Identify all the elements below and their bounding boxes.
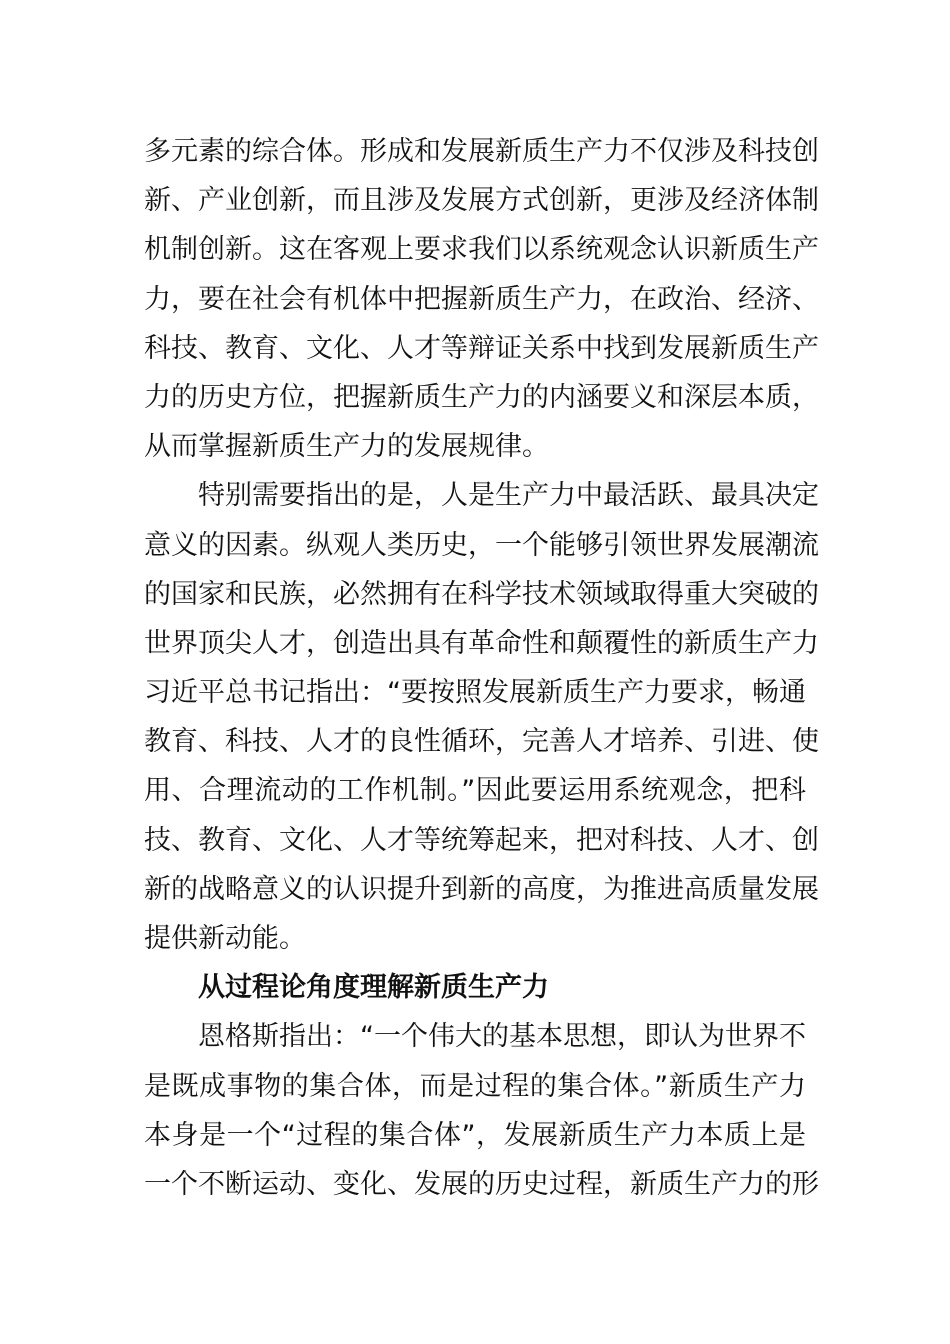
text-line: 力的历史方位，把握新质生产力的内涵要义和深层本质， <box>144 381 819 413</box>
text-line: 习近平总书记指出：“要按照发展新质生产力要求，畅通 <box>144 677 806 709</box>
text-line: 世界顶尖人才，创造出具有革命性和颠覆性的新质生产力 <box>144 627 819 659</box>
text-line: 力，要在社会有机体中把握新质生产力，在政治、经济、 <box>144 283 819 315</box>
text-line: 的国家和民族，必然拥有在科学技术领域取得重大突破的 <box>144 578 819 610</box>
text-line: 机制创新。这在客观上要求我们以系统观念认识新质生产 <box>144 234 819 266</box>
text-line: 本身是一个“过程的集合体”，发展新质生产力本质上是 <box>144 1119 806 1151</box>
text-line: 用、合理流动的工作机制。”因此要运用系统观念，把科 <box>144 775 806 807</box>
paragraph-first-line: 特别需要指出的是，人是生产力中最活跃、最具决定 <box>198 480 819 512</box>
text-line: 一个不断运动、变化、发展的历史过程，新质生产力的形 <box>144 1168 819 1200</box>
text-line: 意义的因素。纵观人类历史，一个能够引领世界发展潮流 <box>144 529 819 561</box>
text-line: 技、教育、文化、人才等统筹起来，把对科技、人才、创 <box>144 824 819 856</box>
section-heading: 从过程论角度理解新质生产力 <box>198 972 549 1004</box>
text-line: 教育、科技、人才的良性循环，完善人才培养、引进、使 <box>144 726 819 758</box>
text-line: 提供新动能。 <box>144 923 306 954</box>
text-line: 从而掌握新质生产力的发展规律。 <box>144 431 549 463</box>
text-line: 新的战略意义的认识提升到新的高度，为推进高质量发展 <box>144 873 819 905</box>
text-line: 科技、教育、文化、人才等辩证关系中找到发展新质生产 <box>144 332 819 364</box>
text-line: 是既成事物的集合体，而是过程的集合体。”新质生产力 <box>144 1070 806 1102</box>
text-line: 新、产业创新，而且涉及发展方式创新，更涉及经济体制 <box>144 185 819 217</box>
paragraph-first-line: 恩格斯指出：“一个伟大的基本思想，即认为世界不 <box>198 1021 806 1053</box>
text-line: 多元素的综合体。形成和发展新质生产力不仅涉及科技创 <box>144 136 819 167</box>
document-body <box>144 127 819 1209</box>
